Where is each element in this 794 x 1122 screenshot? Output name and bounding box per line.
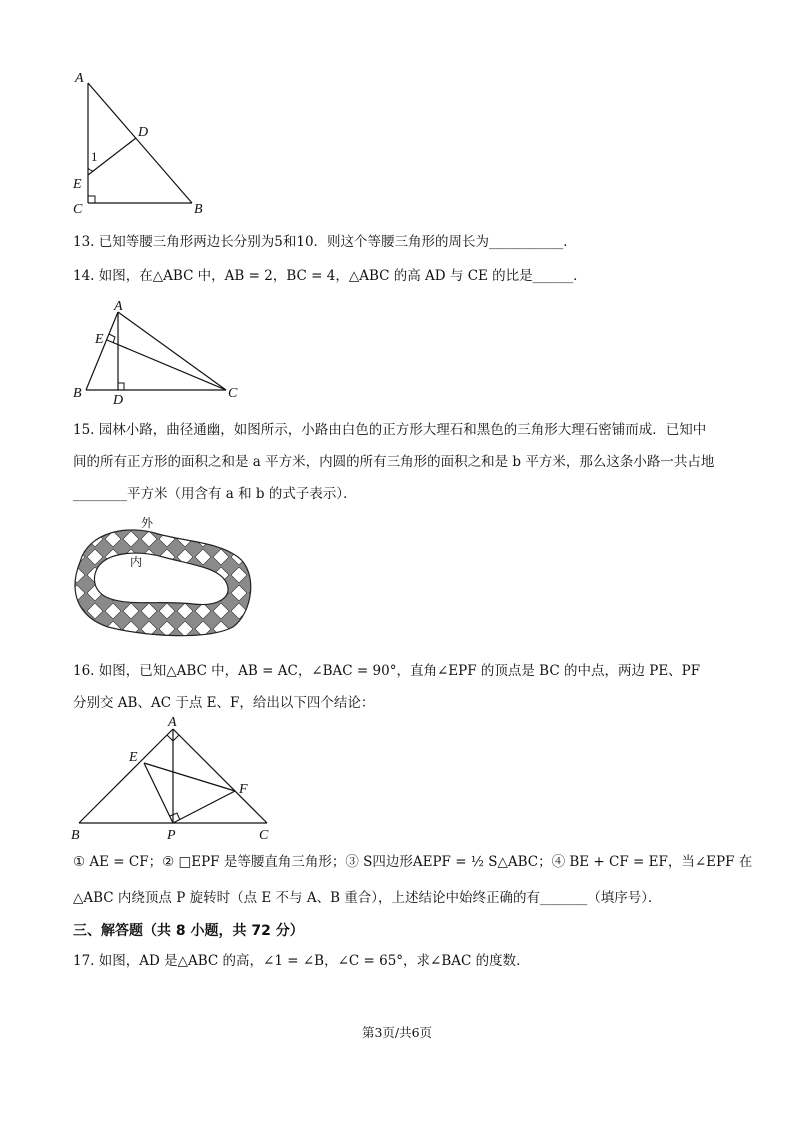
page-footer: 第3页/共6页 — [361, 1025, 433, 1040]
question-16-line-2: 分别交 AB、AC 于点 E、F，给出以下四个结论： — [73, 695, 375, 711]
figure-q16-triangle — [66, 713, 286, 845]
question-15-line-2: 间的所有正方形的面积之和是 a 平方米，内圆的所有三角形的面积之和是 b 平方米，那么这条小路一共占地 — [73, 454, 715, 470]
label-b: B — [73, 386, 82, 401]
label-angle-1: 1 — [91, 149, 98, 164]
label-a: A — [114, 299, 123, 314]
figure-q14-triangle — [65, 297, 245, 407]
label-e: E — [73, 177, 82, 192]
figure-triangle-acb — [65, 68, 215, 218]
label-a: A — [168, 715, 177, 730]
label-c: C — [259, 828, 269, 843]
figure-q15-garden-path — [68, 512, 258, 644]
label-a: A — [75, 71, 84, 86]
question-16-line-1: 16. 如图，已知△ABC 中，AB = AC，∠BAC = 90°，直角∠EPF 的顶点是 BC 的中点，两边 PE、PF — [73, 663, 701, 679]
question-14: 14. 如图，在△ABC 中，AB = 2，BC = 4，△ABC 的高 AD 与 CE 的比是______． — [73, 268, 587, 284]
question-13: 13. 已知等腰三角形两边长分别为5和10．则这个等腰三角形的周长为___________． — [73, 234, 577, 250]
label-b: B — [71, 828, 80, 843]
label-b: B — [194, 202, 203, 217]
label-d: D — [138, 125, 149, 140]
label-e: E — [95, 332, 104, 347]
label-d: D — [113, 393, 124, 407]
label-inner: 内 — [130, 555, 143, 569]
label-e: E — [129, 750, 138, 765]
label-f: F — [239, 782, 248, 797]
label-c: C — [73, 202, 83, 217]
label-c: C — [228, 386, 238, 401]
label-p: P — [167, 828, 176, 843]
question-15-line-3: ________平方米（用含有 a 和 b 的式子表示）． — [73, 486, 357, 502]
question-15-line-1: 15. 园林小路，曲径通幽，如图所示，小路由白色的正方形大理石和黑色的三角形大理石密铺而成．已知中 — [73, 422, 707, 438]
section-heading-3: 三、解答题（共 8 小题，共 72 分） — [73, 923, 304, 939]
label-outer: 外 — [141, 516, 154, 530]
question-16-line-3: ① AE = CF；② □EPF 是等腰直角三角形；③ S四边形AEPF = ½ S△ABC；④ BE + CF = EF，当∠EPF 在 — [73, 854, 753, 870]
question-16-line-4: △ABC 内绕顶点 P 旋转时（点 E 不与 A、B 重合），上述结论中始终正确的有_______（填序号）． — [73, 890, 662, 906]
question-17: 17. 如图，AD 是△ABC 的高，∠1 = ∠B，∠C = 65°，求∠BAC 的度数． — [73, 953, 530, 969]
